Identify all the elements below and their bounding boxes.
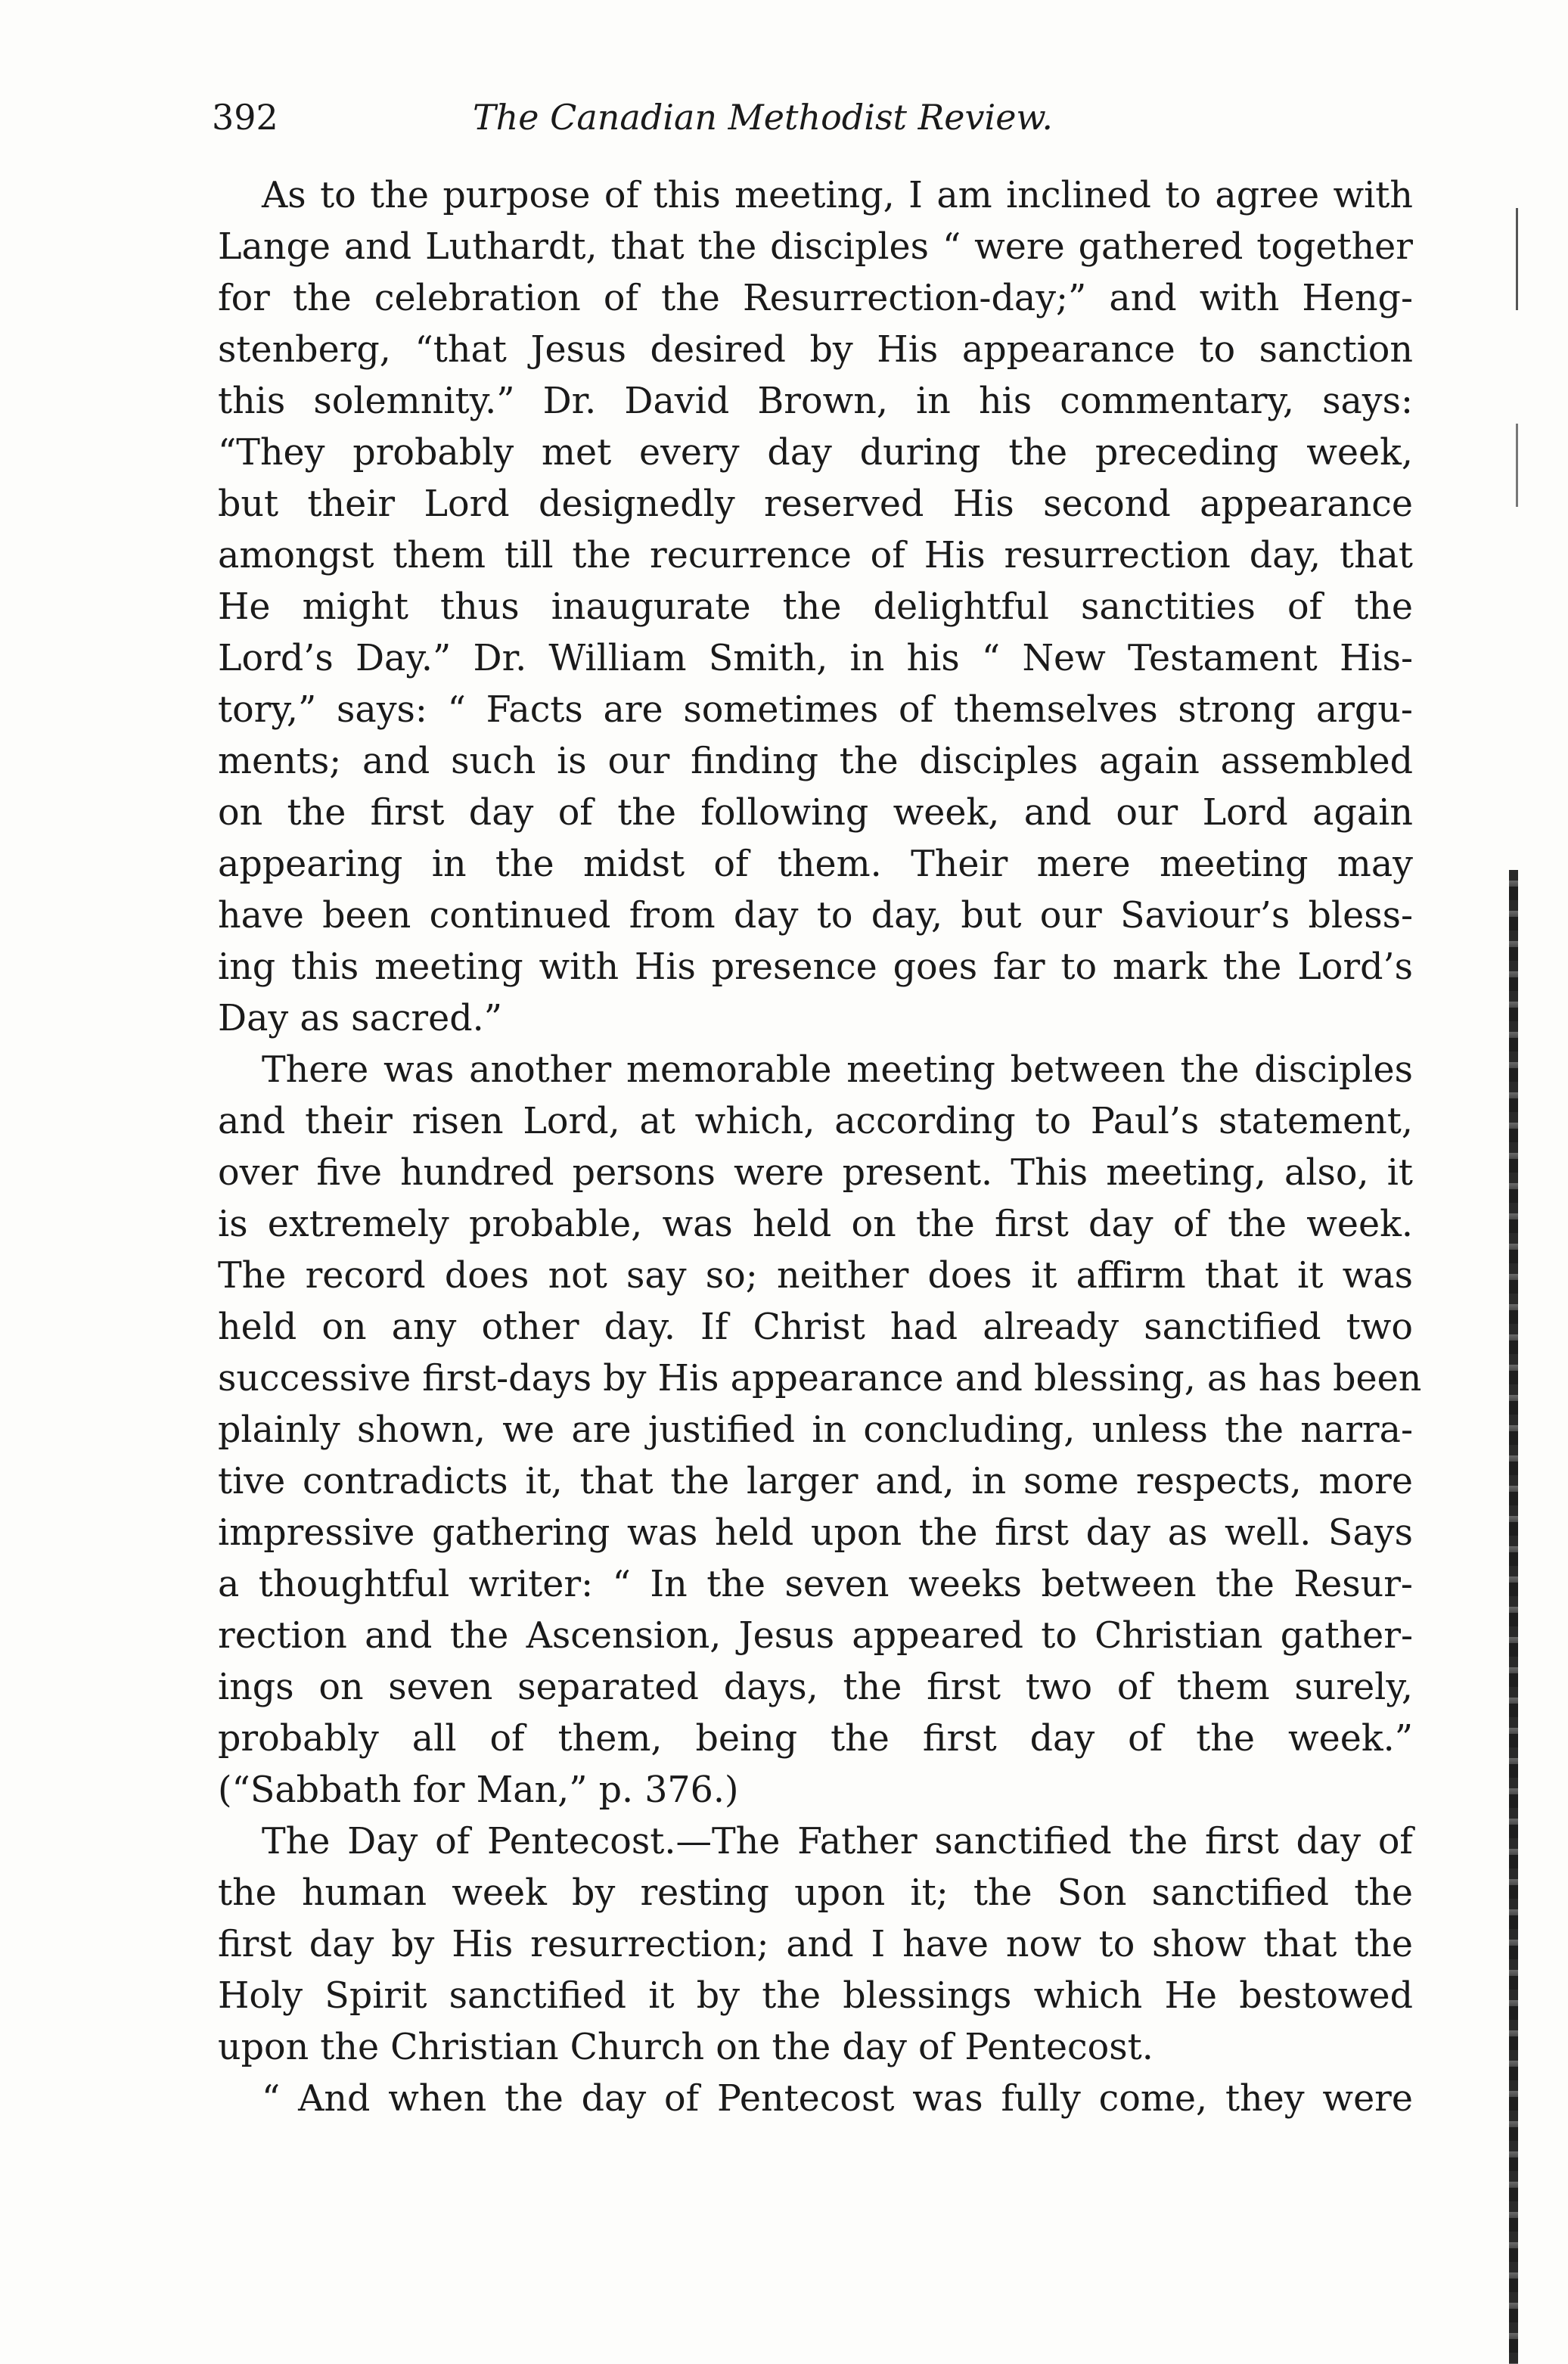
paragraph-line: He might thus inaugurate the delightful sanctities of the xyxy=(218,586,1413,628)
paragraph-line: “They probably met every day during the preceding week, xyxy=(218,432,1413,474)
paragraph-line: Lange and Luthardt, that the disciples “ were gathered together xyxy=(218,226,1413,268)
paragraph-line: “ And when the day of Pentecost was fully come, they were xyxy=(262,2078,1413,2120)
paragraph-line: plainly shown, we are justified in concluding, unless the narra- xyxy=(218,1409,1413,1451)
paragraph-line: impressive gathering was held upon the first day as well. Says xyxy=(218,1512,1413,1554)
paragraph-line: the human week by resting upon it; the Son sanctified the xyxy=(218,1872,1413,1914)
paragraph-line: rection and the Ascension, Jesus appeared to Christian gather- xyxy=(218,1615,1413,1657)
paragraph-line: The record does not say so; neither does it affirm that it was xyxy=(218,1255,1413,1297)
page-number: 392 xyxy=(212,97,278,138)
scan-edge-mark xyxy=(1516,424,1518,507)
paragraph-line: for the celebration of the Resurrection-day;” and with Heng- xyxy=(218,278,1413,319)
paragraph-line: appearing in the midst of them. Their mere meeting may xyxy=(218,843,1413,885)
paragraph-line: As to the purpose of this meeting, I am inclined to agree with xyxy=(262,175,1413,216)
paragraph-line: a thoughtful writer: “ In the seven weeks between the Resur- xyxy=(218,1564,1413,1605)
paragraph-line: this solemnity.” Dr. David Brown, in his commentary, says: xyxy=(218,381,1413,422)
paragraph-line: ments; and such is our finding the disciples again assembled xyxy=(218,741,1413,782)
paragraph-line: probably all of them, being the first day of the week.” xyxy=(218,1718,1413,1760)
paragraph-line: tive contradicts it, that the larger and, in some respects, more xyxy=(218,1461,1413,1502)
paragraph-line: amongst them till the recurrence of His resurrection day, that xyxy=(218,535,1413,576)
paragraph-line: and their risen Lord, at which, according to Paul’s statement, xyxy=(218,1101,1413,1142)
paragraph-line: tory,” says: “ Facts are sometimes of themselves strong argu- xyxy=(218,689,1413,731)
paragraph-line: successive first-days by His appearance and blessing, as has been xyxy=(218,1358,1422,1399)
page-edge-shadow xyxy=(1509,870,1518,2364)
paragraph-line: (“Sabbath for Man,” p. 376.) xyxy=(218,1769,739,1811)
paragraph-line: ings on seven separated days, the first two of them surely, xyxy=(218,1667,1413,1708)
paragraph-line: Day as sacred.” xyxy=(218,998,503,1039)
running-title: The Canadian Methodist Review. xyxy=(473,97,1053,138)
paragraph-line: upon the Christian Church on the day of Pentecost. xyxy=(218,2027,1153,2068)
paragraph-line: ing this meeting with His presence goes far to mark the Lord’s xyxy=(218,946,1413,988)
paragraph-line: over five hundred persons were present. This meeting, also, it xyxy=(218,1152,1413,1194)
paragraph-line: first day by His resurrection; and I have now to show that the xyxy=(218,1924,1413,1965)
paragraph-line: is extremely probable, was held on the first day of the week. xyxy=(218,1204,1413,1245)
paragraph-line: held on any other day. If Christ had already sanctified two xyxy=(218,1306,1413,1348)
text-body xyxy=(218,170,1422,2125)
paragraph-line: but their Lord designedly reserved His second appearance xyxy=(218,483,1413,525)
scan-edge-mark xyxy=(1516,208,1518,310)
paragraph-line: The Day of Pentecost.—The Father sanctified the first day of xyxy=(262,1821,1413,1862)
paragraph-line: Lord’s Day.” Dr. William Smith, in his “ New Testament His- xyxy=(218,638,1413,679)
page-header xyxy=(212,91,1422,144)
paragraph-line: on the first day of the following week, and our Lord again xyxy=(218,792,1413,834)
paragraph-line: Holy Spirit sanctified it by the blessings which He bestowed xyxy=(218,1975,1413,2017)
paragraph-line: have been continued from day to day, but our Saviour’s bless- xyxy=(218,895,1413,937)
paragraph-line: There was another memorable meeting between the disciples xyxy=(262,1049,1413,1091)
paragraph-line: stenberg, “that Jesus desired by His appearance to sanction xyxy=(218,329,1413,371)
